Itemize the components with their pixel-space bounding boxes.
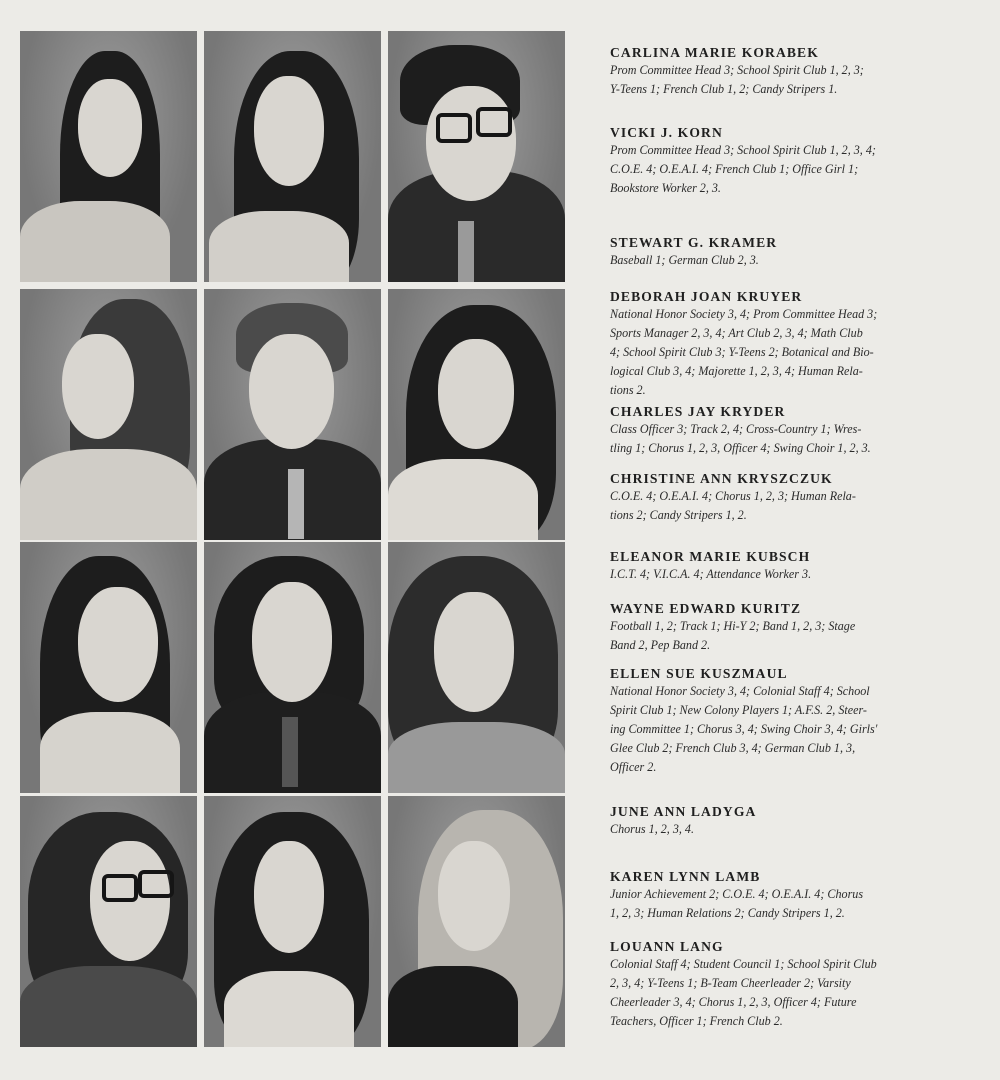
activity-line: Glee Club 2; French Club 3, 4; German Club 1, 3, bbox=[610, 741, 856, 755]
student-activities bbox=[610, 420, 960, 458]
student-activities bbox=[610, 885, 960, 923]
student-name: ELEANOR MARIE KUBSCH bbox=[610, 549, 811, 564]
activity-line: Class Officer 3; Track 2, 4; Cross-Country 1; Wres- bbox=[610, 422, 862, 436]
student-entry bbox=[610, 548, 960, 584]
portrait-photo bbox=[20, 542, 197, 793]
activity-line: Prom Committee Head 3; School Spirit Club 1, 2, 3, 4; bbox=[610, 143, 876, 157]
portrait-photo bbox=[204, 31, 381, 282]
student-name: ELLEN SUE KUSZMAUL bbox=[610, 666, 788, 681]
student-entry bbox=[610, 288, 960, 400]
student-entry bbox=[610, 470, 960, 525]
student-name: DEBORAH JOAN KRUYER bbox=[610, 289, 803, 304]
student-name: CARLINA MARIE KORABEK bbox=[610, 45, 819, 60]
activity-line: I.C.T. 4; V.I.C.A. 4; Attendance Worker 3. bbox=[610, 567, 812, 581]
portrait-photo bbox=[388, 289, 565, 540]
activity-line: 1, 2, 3; Human Relations 2; Candy Stripers 1, 2. bbox=[610, 906, 845, 920]
activity-line: Teachers, Officer 1; French Club 2. bbox=[610, 1014, 783, 1028]
student-name: VICKI J. KORN bbox=[610, 125, 723, 140]
activity-line: ing Committee 1; Chorus 3, 4; Swing Choir 3, 4; Girls' bbox=[610, 722, 878, 736]
activity-line: 4; School Spirit Club 3; Y-Teens 2; Botanical and Bio- bbox=[610, 345, 874, 359]
student-activities bbox=[610, 682, 960, 777]
activity-line: Junior Achievement 2; C.O.E. 4; O.E.A.I. 4; Chorus bbox=[610, 887, 864, 901]
activity-line: Cheerleader 3, 4; Chorus 1, 2, 3, Officer 4; Future bbox=[610, 995, 857, 1009]
student-entry bbox=[610, 803, 960, 839]
activity-line: Y-Teens 1; French Club 1, 2; Candy Stripers 1. bbox=[610, 82, 838, 96]
activity-line: Colonial Staff 4; Student Council 1; School Spirit Club bbox=[610, 957, 877, 971]
activity-line: C.O.E. 4; O.E.A.I. 4; Chorus 1, 2, 3; Human Rela- bbox=[610, 489, 856, 503]
student-activities bbox=[610, 251, 960, 270]
student-entry bbox=[610, 665, 960, 777]
student-activities bbox=[610, 617, 960, 655]
student-activities bbox=[610, 305, 960, 400]
student-name: STEWART G. KRAMER bbox=[610, 235, 778, 250]
portrait-photo bbox=[20, 796, 197, 1047]
activity-line: Sports Manager 2, 3, 4; Art Club 2, 3, 4; Math Club bbox=[610, 326, 863, 340]
activity-line: Chorus 1, 2, 3, 4. bbox=[610, 822, 694, 836]
activity-line: tling 1; Chorus 1, 2, 3, Officer 4; Swing Choir 1, 2, 3. bbox=[610, 441, 871, 455]
portrait-photo bbox=[204, 796, 381, 1047]
student-name: CHARLES JAY KRYDER bbox=[610, 404, 786, 419]
activity-line: National Honor Society 3, 4; Colonial Staff 4; School bbox=[610, 684, 870, 698]
student-entry bbox=[610, 868, 960, 923]
student-entry bbox=[610, 600, 960, 655]
student-name: WAYNE EDWARD KURITZ bbox=[610, 601, 802, 616]
activity-line: Bookstore Worker 2, 3. bbox=[610, 181, 721, 195]
student-activities bbox=[610, 820, 960, 839]
activity-line: tions 2. bbox=[610, 383, 646, 397]
student-entry bbox=[610, 403, 960, 458]
portrait-photo bbox=[388, 542, 565, 793]
student-name: JUNE ANN LADYGA bbox=[610, 804, 757, 819]
activity-line: Prom Committee Head 3; School Spirit Club 1, 2, 3; bbox=[610, 63, 864, 77]
student-name: KAREN LYNN LAMB bbox=[610, 869, 761, 884]
student-activities bbox=[610, 955, 960, 1031]
portrait-photo bbox=[20, 289, 197, 540]
activity-line: Officer 2. bbox=[610, 760, 657, 774]
portrait-photo bbox=[388, 31, 565, 282]
activity-line: Band 2, Pep Band 2. bbox=[610, 638, 711, 652]
student-entry bbox=[610, 124, 960, 198]
student-activities bbox=[610, 487, 960, 525]
student-name: CHRISTINE ANN KRYSZCZUK bbox=[610, 471, 833, 486]
portrait-photo bbox=[204, 542, 381, 793]
student-entry bbox=[610, 234, 960, 270]
portrait-grid bbox=[18, 29, 563, 1044]
activity-line: Baseball 1; German Club 2, 3. bbox=[610, 253, 759, 267]
student-activities bbox=[610, 565, 960, 584]
activity-line: National Honor Society 3, 4; Prom Committee Head 3; bbox=[610, 307, 878, 321]
portrait-photo bbox=[388, 796, 565, 1047]
portrait-photo bbox=[204, 289, 381, 540]
portrait-photo bbox=[20, 31, 197, 282]
activity-line: tions 2; Candy Stripers 1, 2. bbox=[610, 508, 747, 522]
activity-line: 2, 3, 4; Y-Teens 1; B-Team Cheerleader 2; Varsity bbox=[610, 976, 851, 990]
activity-line: C.O.E. 4; O.E.A.I. 4; French Club 1; Office Girl 1; bbox=[610, 162, 859, 176]
student-activities bbox=[610, 141, 960, 198]
student-entry bbox=[610, 44, 960, 99]
student-activities bbox=[610, 61, 960, 99]
activity-line: logical Club 3, 4; Majorette 1, 2, 3, 4; Human Rela- bbox=[610, 364, 863, 378]
activity-line: Football 1, 2; Track 1; Hi-Y 2; Band 1, 2, 3; Stage bbox=[610, 619, 856, 633]
student-name: LOUANN LANG bbox=[610, 939, 724, 954]
student-entry bbox=[610, 938, 960, 1031]
activity-line: Spirit Club 1; New Colony Players 1; A.F.S. 2, Steer- bbox=[610, 703, 867, 717]
